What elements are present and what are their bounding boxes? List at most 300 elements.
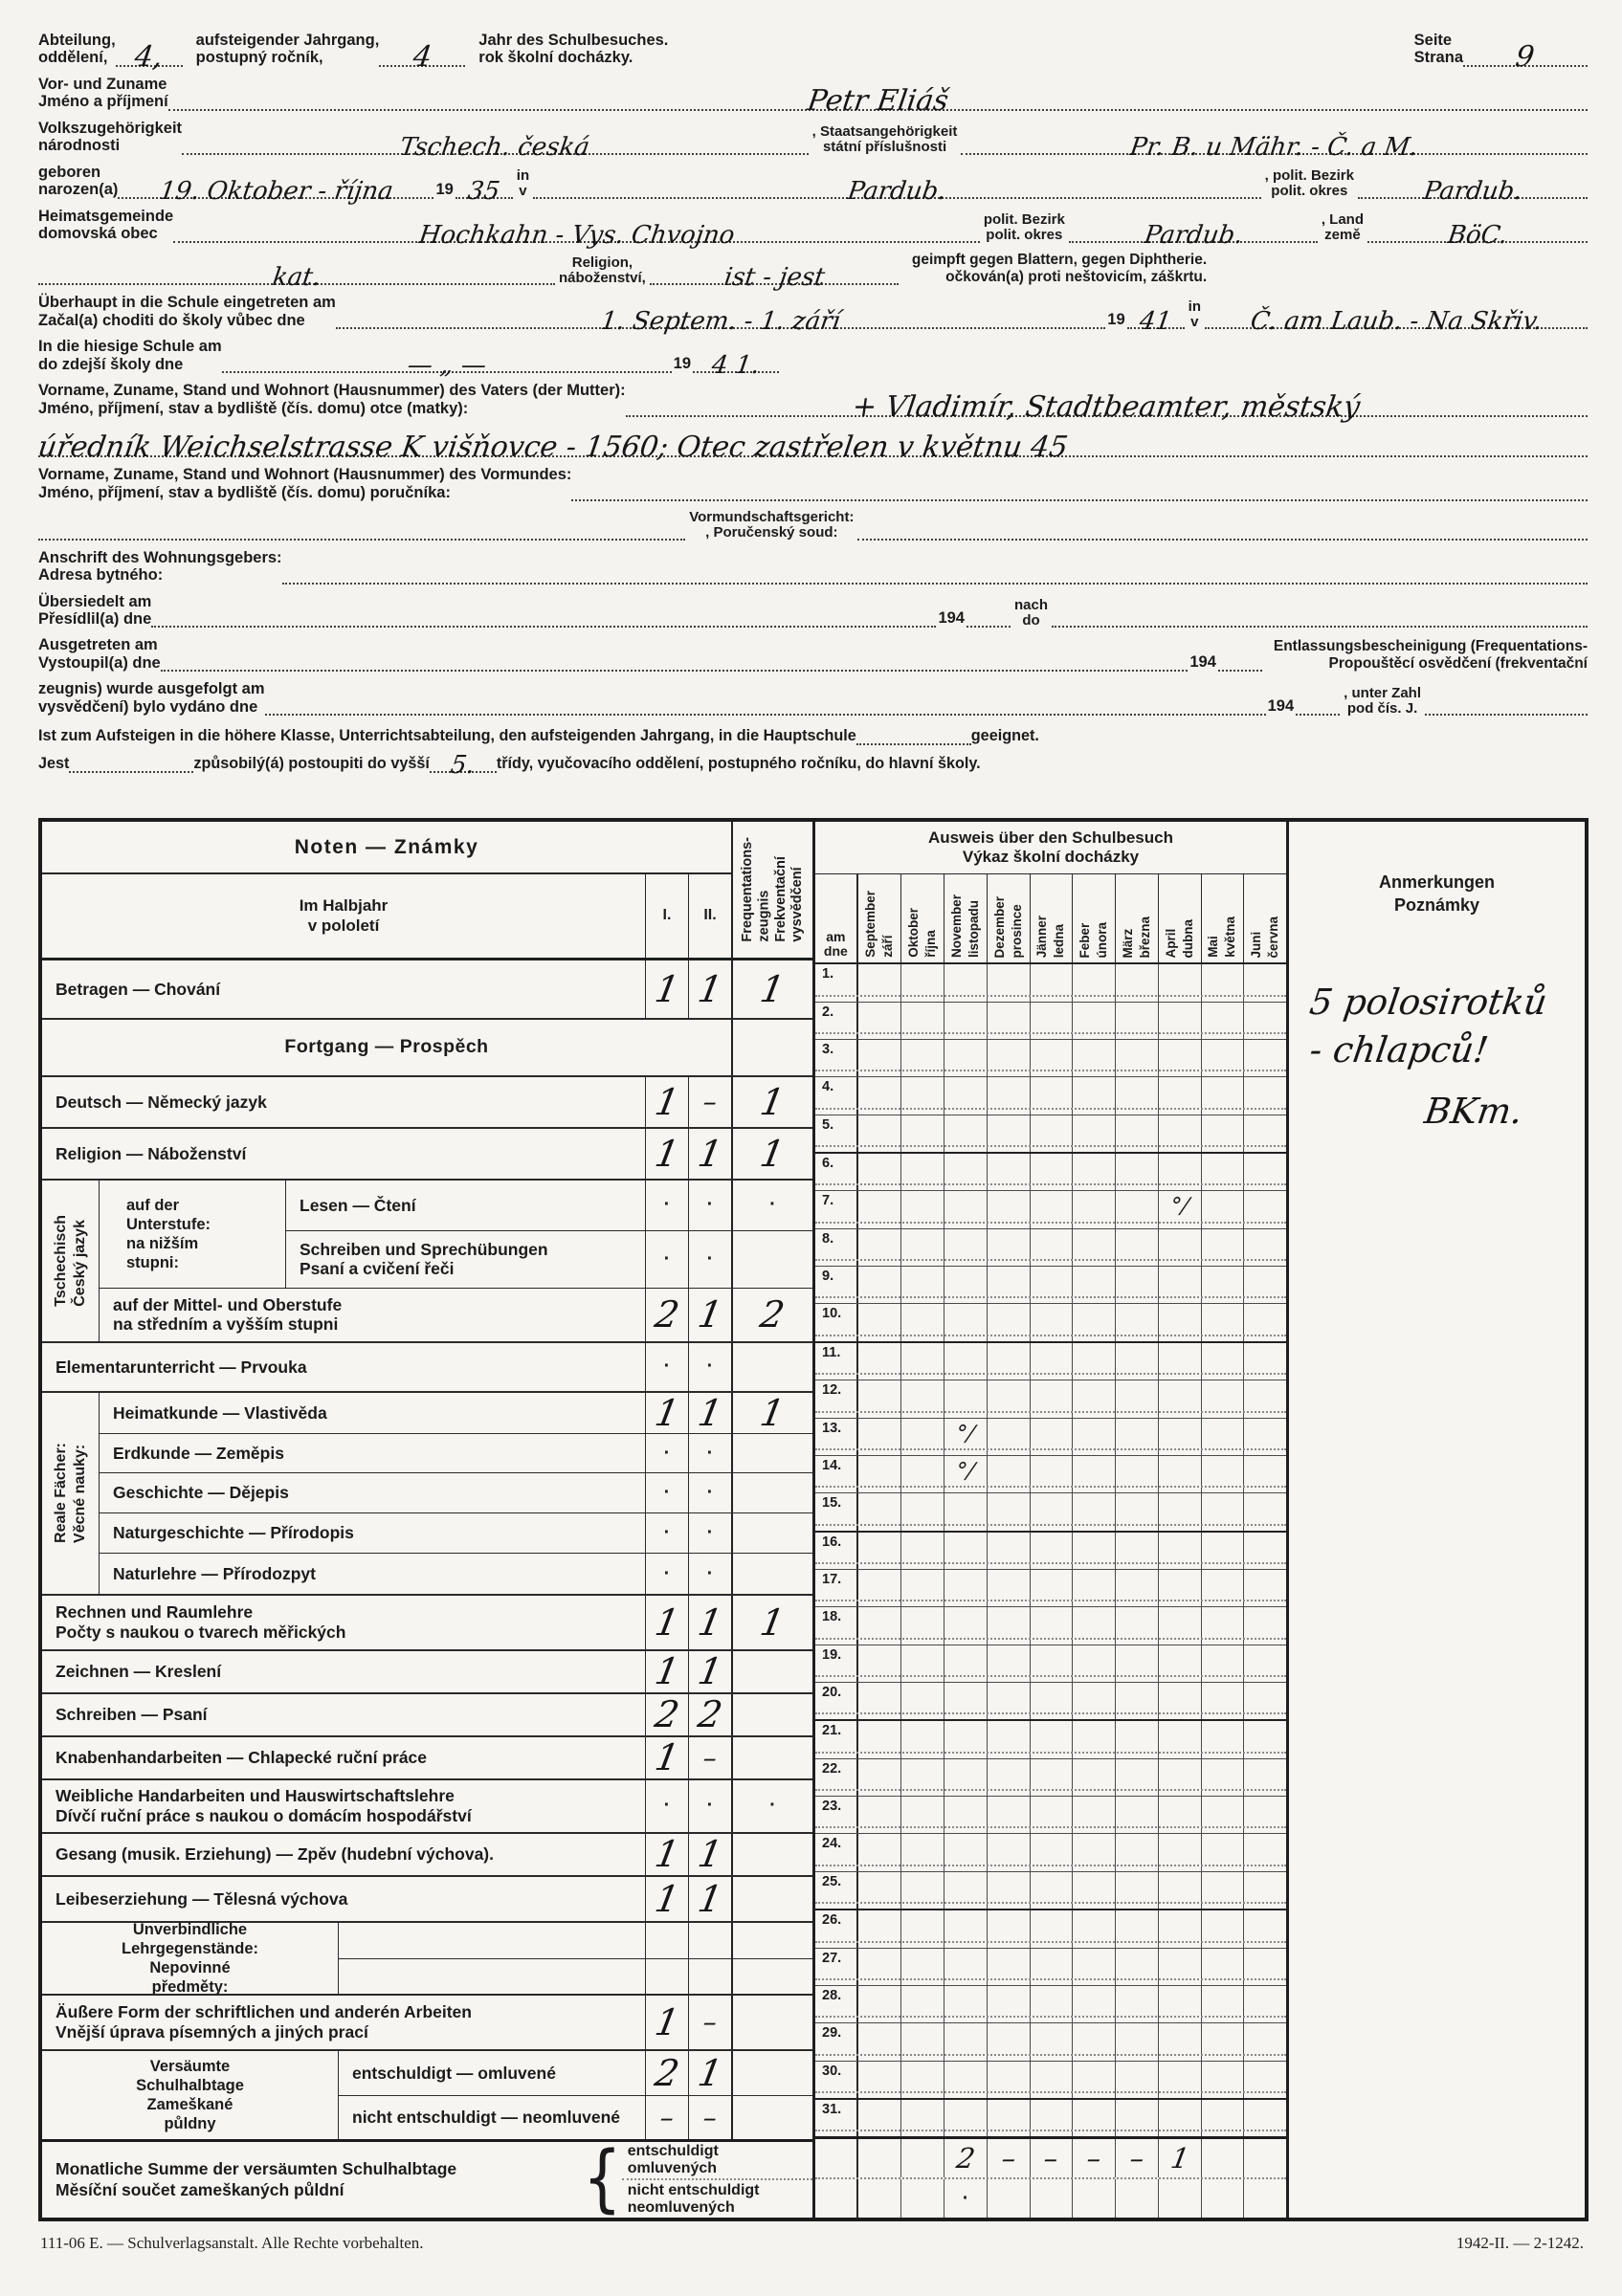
day-column-header-line: am — [826, 928, 846, 944]
attendance-cell — [1115, 1645, 1158, 1682]
group-row — [42, 2049, 812, 2139]
attendance-row — [815, 1380, 1286, 1417]
day-number: 6. — [822, 1155, 834, 1171]
ausgetreten-field — [161, 664, 1189, 672]
attendance-cell — [987, 1683, 1030, 1719]
seite-label-de: Seite — [1413, 32, 1453, 49]
attendance-cell — [1158, 1304, 1201, 1340]
grade-value: 2 — [652, 2051, 682, 2094]
subject-label — [100, 1393, 645, 1433]
vater-label — [38, 382, 626, 417]
subject-label — [100, 1289, 645, 1341]
day-cell — [815, 1645, 858, 1682]
grade-value: – — [700, 2006, 720, 2039]
grade-cell-frequentation — [731, 1959, 812, 1994]
hiesige-label — [38, 338, 222, 373]
subject-label — [42, 1129, 645, 1179]
grade-value: 1 — [695, 1833, 725, 1876]
attendance-cell — [1030, 1759, 1073, 1796]
subject-row — [100, 1288, 812, 1341]
month-label-line: März — [1120, 928, 1135, 959]
attendance-cell — [1030, 1456, 1073, 1492]
subject-label — [42, 1834, 645, 1875]
attendance-cell — [1115, 1533, 1158, 1569]
attendance-cell — [1072, 1040, 1115, 1076]
month-label-line: Mai — [1206, 936, 1221, 959]
subject-label-line: Heimatkunde — Vlastivěda — [113, 1402, 327, 1423]
attendance-cell — [1243, 1456, 1286, 1492]
withdrawn-row — [38, 636, 1588, 672]
attendance-sum — [815, 2136, 1286, 2218]
attendance-cell — [1030, 1797, 1073, 1833]
attendance-cell — [1115, 1040, 1158, 1076]
attendance-cell — [1115, 1380, 1158, 1417]
attendance-cell — [900, 2062, 944, 2098]
grade-dot: · — [769, 1795, 776, 1817]
first-school-entry-row — [38, 294, 1588, 337]
vaccination-label-cs: očkován(a) proti neštovicím, záškrtu. — [945, 268, 1208, 285]
religion-row — [38, 251, 1588, 293]
father-row — [38, 382, 1588, 425]
attendance-cell — [944, 1191, 987, 1227]
attendance-cell — [1030, 1493, 1073, 1530]
eintritt-in-cs: v — [1190, 313, 1199, 330]
attendance-cell — [1115, 1910, 1158, 1947]
halfyear-line: Im Halbjahr — [299, 896, 389, 916]
month-label-line: dubna — [1180, 918, 1195, 959]
attendance-cell — [1072, 1834, 1115, 1870]
uebersiedelt-to-field — [1052, 620, 1588, 628]
attendance-cell — [987, 1343, 1030, 1380]
uebersiedelt-label — [38, 593, 151, 629]
side-label-line: Nepovinné — [149, 1958, 231, 1976]
attendance-cell — [1201, 1645, 1244, 1682]
attendance-cell — [944, 2023, 987, 2060]
geboren-place-value: Pardub. — [846, 176, 948, 206]
grade-cell-first-half — [645, 1129, 688, 1179]
annotation-line: 5 polosirotků — [1307, 982, 1550, 1023]
subject-row — [100, 1433, 812, 1473]
month-label — [1248, 916, 1282, 959]
attendance-title-line: Výkaz školní docházky — [962, 848, 1140, 866]
attendance-row — [815, 1115, 1286, 1152]
day-cell — [815, 964, 858, 1001]
grade-value: 1 — [757, 967, 789, 1010]
attendance-cell — [1201, 1493, 1244, 1530]
attendance-row — [815, 1985, 1286, 2022]
gericht-label-cs: , Poručenský soud: — [705, 523, 838, 541]
grade-value: 1 — [695, 2051, 725, 2094]
attendance-cell — [987, 1040, 1030, 1076]
attendance-cell — [1030, 2023, 1073, 2060]
monthly-sum — [42, 2136, 812, 2221]
ausgetreten-year-prefix: 194 — [1189, 653, 1216, 672]
sum-value: – — [1126, 2142, 1147, 2175]
unter-zahl-de: , unter Zahl — [1344, 684, 1421, 701]
subject-label — [42, 1077, 645, 1127]
subject-row — [100, 1512, 812, 1554]
zeugnis-label — [38, 680, 265, 716]
grade-value: 1 — [757, 1080, 789, 1123]
attendance-cell — [1072, 1154, 1115, 1190]
attendance-cell — [1030, 1570, 1073, 1606]
grade-dot: · — [706, 1522, 714, 1544]
attendance-cell — [1072, 1380, 1115, 1417]
attendance-cell — [987, 2100, 1030, 2136]
attendance-cell — [987, 1797, 1030, 1833]
subject-row — [42, 1875, 812, 1921]
monthly-sum-label-cs: Měsíční součet zameškaných půldní — [56, 2180, 344, 2200]
attendance-cell — [1115, 1343, 1158, 1380]
attendance-cell — [1201, 1380, 1244, 1417]
attendance-cell — [1243, 2023, 1286, 2060]
day-number: 27. — [822, 1950, 842, 1966]
day-cell — [815, 1191, 858, 1227]
group-row — [42, 1391, 812, 1594]
attendance-cell — [1030, 1683, 1073, 1719]
attendance-cell — [1243, 1797, 1286, 1833]
attendance-cell — [858, 1910, 901, 1947]
grade-cell-second-half — [688, 1959, 731, 1994]
attendance-cell — [1072, 1607, 1115, 1644]
attendance-cell — [987, 1872, 1030, 1909]
subject-row — [42, 1341, 812, 1391]
month-column-header — [1243, 874, 1286, 962]
subject-label-line: Äußere Form der schriftlichen und anderén Arbeiten — [56, 2002, 472, 2022]
grade-value: 1 — [757, 1601, 789, 1644]
attendance-cell — [1243, 1380, 1286, 1417]
attendance-cell — [987, 1721, 1030, 1757]
attendance-cell — [1115, 1154, 1158, 1190]
attendance-cell — [944, 1040, 987, 1076]
sum-unexcused-label — [622, 2180, 812, 2218]
attendance-cell — [1243, 1191, 1286, 1227]
attendance-cell — [1243, 1949, 1286, 1985]
annotations-header — [1289, 822, 1585, 965]
anschrift-label-de: Anschrift des Wohnungsgebers: — [38, 548, 282, 566]
attendance-cell — [944, 1683, 987, 1719]
geboren-field — [118, 176, 433, 206]
subject-label-line: Deutsch — Německý jazyk — [56, 1092, 267, 1112]
subject-label — [42, 1596, 645, 1649]
eintritt-value: 1. Septem. - 1. září — [598, 307, 843, 337]
attendance-row — [815, 1569, 1286, 1606]
grade-cell-first-half — [645, 1434, 688, 1473]
sum-value-cell — [1158, 2179, 1201, 2218]
section-row — [42, 1018, 812, 1075]
eintritt-label — [38, 294, 336, 329]
grade-dot: · — [706, 1194, 714, 1216]
abteilung-value: 4, — [132, 39, 166, 74]
subject-row — [100, 1553, 812, 1594]
name-field — [168, 83, 1588, 118]
sum-value-cell — [858, 2139, 901, 2177]
month-label — [991, 896, 1026, 959]
sum-value-cell — [1115, 2179, 1158, 2218]
abteilung-label-de: Abteilung, — [38, 32, 116, 49]
subject-label-line: Zeichnen — Kreslení — [56, 1662, 222, 1682]
grade-value: – — [700, 1741, 720, 1774]
day-column-header-line: dne — [823, 942, 848, 959]
geboren-bezirk-value: Pardub. — [1421, 176, 1524, 206]
group-vertical-label — [42, 1393, 100, 1594]
subject-label-line: Gesang (musik. Erziehung) — Zpěv (hudební výchova). — [56, 1844, 494, 1865]
zeugnis-label-cs: vysvědčení) bylo vydáno dne — [38, 697, 258, 716]
attendance-cell — [1201, 1003, 1244, 1039]
grade-cell-first-half — [645, 1513, 688, 1554]
aptitude-cs-text-2: třídy, vyučovacího oddělení, postupného ročníku, do hlavní školy. — [496, 755, 981, 773]
attendance-cell — [1115, 1229, 1158, 1266]
attendance-cell — [900, 1986, 944, 2022]
attendance-cell — [858, 1003, 901, 1039]
vormund-label-cs: Jméno, příjmení, stav a bydliště (čís. domu) poručníka: — [38, 483, 451, 501]
sum-brace-box — [583, 2136, 812, 2221]
unter-zahl-cs: pod čís. J. — [1346, 699, 1418, 717]
month-label-line: prosince — [1009, 903, 1024, 959]
day-number: 3. — [822, 1041, 834, 1057]
subject-label-line: auf der Mittel- und Oberstufe — [113, 1294, 343, 1314]
attendance-cell — [900, 1419, 944, 1455]
sum-value-cell — [1201, 2139, 1244, 2177]
attendance-cell — [1243, 1077, 1286, 1114]
subject-label-line: Leibeserziehung — Tělesná výchova — [56, 1888, 348, 1909]
day-number: 17. — [822, 1571, 842, 1587]
grade-cell-first-half — [645, 1596, 688, 1649]
grade-value: 1 — [652, 967, 682, 1010]
day-number: 21. — [822, 1723, 842, 1739]
attendance-cell — [1158, 1003, 1201, 1039]
grade-dot: · — [663, 1562, 671, 1584]
day-cell — [815, 1040, 858, 1076]
attendance-cell — [944, 964, 987, 1001]
day-number: 30. — [822, 2063, 842, 2079]
subject-label — [100, 1434, 645, 1473]
attendance-mark: °/ — [953, 1421, 977, 1446]
grade-value: 1 — [652, 1833, 682, 1876]
month-label — [1120, 916, 1154, 959]
grade-cell-frequentation — [731, 1393, 812, 1433]
attendance-cell — [1201, 1986, 1244, 2022]
attendance-cell — [1072, 1493, 1115, 1530]
sum-label-line: neomluvených — [627, 2198, 735, 2216]
attendance-cell — [1243, 1419, 1286, 1455]
grade-cell-frequentation — [731, 1737, 812, 1778]
attendance-cell — [1243, 1115, 1286, 1152]
day-cell — [815, 1759, 858, 1796]
attendance-cell — [1030, 1986, 1073, 2022]
attendance-row — [815, 1645, 1286, 1682]
attendance-title — [815, 822, 1286, 874]
attendance-cell — [1115, 964, 1158, 1001]
name-label-de: Vor- und Zuname — [38, 75, 167, 93]
grade-cell-frequentation — [731, 1077, 812, 1127]
attendance-cell — [900, 2023, 944, 2060]
zeugnis-year-field — [1296, 708, 1340, 716]
group-side-label — [42, 1920, 339, 1996]
attendance-cell — [1201, 1797, 1244, 1833]
vater-label-de: Vorname, Zuname, Stand und Wohnort (Hausnummer) des Vaters (der Mutter): — [38, 382, 626, 400]
annotations-body — [1289, 965, 1585, 2218]
subject-label-line: entschuldigt — omluvené — [352, 2063, 556, 2083]
attendance-cell — [1158, 1380, 1201, 1417]
month-label — [905, 908, 940, 958]
sum-value-cell — [987, 2179, 1030, 2218]
grade-cell-second-half — [688, 1923, 731, 1958]
attendance-cell — [1030, 1040, 1073, 1076]
uebersiedelt-field — [151, 620, 936, 628]
subject-row — [339, 2051, 812, 2095]
sum-value-cell — [1030, 2179, 1073, 2218]
grades-header — [42, 822, 812, 960]
grade-value: 2 — [757, 1293, 789, 1336]
day-number: 20. — [822, 1685, 842, 1701]
group-side-label — [42, 2051, 339, 2139]
subject-label-line: Geschichte — Dějepis — [113, 1483, 289, 1503]
landlord-address-row — [38, 549, 1588, 585]
attendance-cell — [858, 1986, 901, 2022]
attendance-cell — [858, 2023, 901, 2060]
attendance-cell — [987, 1115, 1030, 1152]
grade-cell-first-half — [645, 1473, 688, 1512]
grade-value: 1 — [652, 1877, 682, 1920]
jahrgang-value: 4 — [411, 39, 434, 74]
grade-cell-frequentation — [731, 1434, 812, 1473]
attendance-cell — [1201, 1949, 1244, 1985]
subject-row — [339, 1958, 812, 1994]
geboren-in-label — [517, 168, 529, 199]
attendance-cell — [944, 1533, 987, 1569]
sum-value-cell — [900, 2179, 944, 2218]
hiesige-year-value: 4 1. — [710, 351, 762, 381]
attendance-cell — [1158, 1456, 1201, 1492]
anschrift-label-cs: Adresa bytného: — [38, 566, 164, 585]
header-strip — [38, 32, 1588, 74]
attendance-cell — [858, 1645, 901, 1682]
grade-cell-first-half — [645, 1834, 688, 1875]
grade-dot: · — [663, 1795, 671, 1817]
attendance-cell — [1115, 1797, 1158, 1833]
attendance-cell — [944, 1570, 987, 1606]
abteilung-label — [38, 32, 116, 67]
attendance-row — [815, 1418, 1286, 1455]
grade-value: 1 — [757, 1132, 789, 1175]
grade-value: 1 — [652, 1601, 682, 1644]
day-number: 23. — [822, 1799, 842, 1815]
land-value: BöC. — [1445, 220, 1510, 250]
attendance-cell — [1072, 2100, 1115, 2136]
eintritt-in-label — [1189, 299, 1201, 330]
day-number: 24. — [822, 1836, 842, 1852]
day-number: 16. — [822, 1534, 842, 1550]
grade-cell-second-half — [688, 1434, 731, 1473]
zeugnis-year-prefix: 194 — [1267, 697, 1295, 716]
attendance-cell — [1030, 1949, 1073, 1985]
attendance-cell — [1030, 1645, 1073, 1682]
day-cell — [815, 1570, 858, 1606]
group-rows — [339, 1923, 812, 1994]
attendance-row — [815, 2061, 1286, 2098]
grades-section — [42, 822, 812, 2221]
sum-brace-labels — [622, 2142, 812, 2218]
grade-value: – — [700, 1086, 720, 1118]
grade-cell-frequentation — [731, 1513, 812, 1554]
home-commune-row — [38, 207, 1588, 250]
attendance-cell — [1030, 1343, 1073, 1380]
attendance-cell — [858, 1607, 901, 1644]
subject-row — [42, 1735, 812, 1778]
attendance-cell — [900, 1154, 944, 1190]
attendance-row — [815, 1833, 1286, 1870]
attendance-cell — [987, 1910, 1030, 1947]
attendance-cell — [987, 1191, 1030, 1227]
month-column-header — [858, 874, 901, 962]
grade-cell-second-half — [688, 1737, 731, 1778]
attendance-cell — [987, 1834, 1030, 1870]
geboren-year-field — [455, 176, 513, 206]
day-number: 7. — [822, 1193, 834, 1209]
geboren-bezirk-cs: polit. okres — [1271, 183, 1348, 199]
column-header-I: I. — [645, 874, 688, 958]
attendance-cell — [1158, 1493, 1201, 1530]
sum-dot: · — [962, 2187, 969, 2209]
grade-cell-second-half — [688, 1780, 731, 1832]
page-footer — [40, 2234, 1584, 2253]
grade-cell-second-half — [688, 1129, 731, 1179]
attendance-cell — [944, 1872, 987, 1909]
day-number: 8. — [822, 1230, 834, 1247]
vertical-text-line: Věcné nauky: — [71, 1445, 88, 1544]
subject-label-line: Vnější úprava písemných a jiných prací — [56, 2021, 368, 2042]
sum-label-line: omluvených — [627, 2160, 718, 2177]
day-cell — [815, 1267, 858, 1303]
grade-cell-frequentation — [731, 2051, 812, 2095]
geboren-bezirk-label — [1265, 168, 1354, 199]
subject-label — [100, 1473, 645, 1512]
vaccination-label-de: geimpft gegen Blattern, gegen Diphtherie. — [911, 251, 1208, 268]
attendance-cell — [944, 1949, 987, 1985]
annotation-line: BKm. — [1422, 1090, 1525, 1132]
attendance-row — [815, 1682, 1286, 1719]
vertical-text — [52, 1215, 90, 1307]
volk-label — [38, 120, 182, 155]
sum-value-cell — [944, 2139, 987, 2177]
attendance-cell — [900, 1115, 944, 1152]
attendance-cell — [1072, 1986, 1115, 2022]
side-label-line: půldny — [164, 2114, 216, 2132]
attendance-cell — [1243, 1683, 1286, 1719]
attendance-cell — [1158, 964, 1201, 1001]
heimat-label-cs: domovská obec — [38, 225, 158, 243]
day-number: 19. — [822, 1646, 842, 1663]
attendance-cell — [1158, 1267, 1201, 1303]
grade-cell-first-half — [645, 1343, 688, 1391]
attendance-cell — [1072, 1645, 1115, 1682]
attendance-cell — [1115, 1456, 1158, 1492]
aptitude-row-cs — [38, 751, 1588, 781]
grade-value: 1 — [695, 1132, 725, 1175]
grade-cell-frequentation — [731, 1923, 812, 1958]
entlassung-label-cs: Propouštěcí osvědčení (frekventační — [1328, 654, 1588, 672]
attendance-cell — [858, 1267, 901, 1303]
attendance-cell — [900, 964, 944, 1001]
attendance-cell — [944, 1380, 987, 1417]
attendance-cell — [1243, 1721, 1286, 1757]
sum-value-cell — [1158, 2139, 1201, 2177]
day-cell — [815, 1872, 858, 1909]
month-label — [948, 894, 983, 958]
heimat-bezirk-field — [1069, 220, 1318, 250]
grade-cell-second-half — [688, 960, 731, 1018]
